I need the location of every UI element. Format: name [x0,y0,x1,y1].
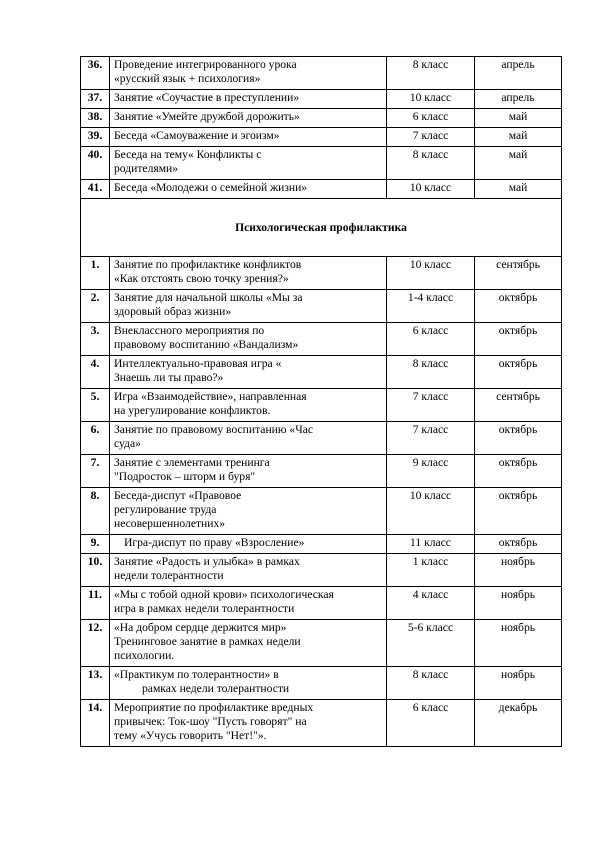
section-header-row-group [81,199,562,257]
row-number: 6. [81,422,110,455]
month-cell: май [475,147,562,180]
event-title-line: Беседа «Самоуважение и эгоизм» [114,129,280,142]
event-title [110,389,387,422]
grade-cell: 8 класс [387,147,475,180]
event-title-line: рамках недели толерантности [142,682,290,695]
grade-cell: 7 класс [387,389,475,422]
event-title-line: психологии. [114,649,175,662]
row-number: 36. [81,57,110,90]
grade-cell: 10 класс [387,90,475,109]
grade-cell: 7 класс [387,422,475,455]
month-cell: октябрь [475,535,562,554]
table-row [81,57,562,90]
row-number: 9. [81,535,110,554]
event-title-line: Занятие «Умейте дружбой дорожить» [114,110,300,123]
event-title [110,620,387,667]
grade-cell: 1 класс [387,554,475,587]
grade-cell: 1-4 класс [387,290,475,323]
event-title-line: Интеллектуально-правовая игра « [114,357,282,370]
table-row [81,90,562,109]
event-title-line: Занятие «Соучастие в преступлении» [114,91,300,104]
event-title-line: Занятие для начальной школы «Мы за [114,291,303,304]
event-title [110,535,387,554]
event-title-line: на урегулирование конфликтов. [114,404,271,417]
table-row [81,323,562,356]
event-title-line: регулирование труда [114,503,217,516]
event-title [110,109,387,128]
month-cell: ноябрь [475,620,562,667]
event-title [110,290,387,323]
event-title-line: «На добром сердце держится мир» [114,621,287,634]
row-number: 7. [81,455,110,488]
event-title-line: Проведение интегрированного урока [114,58,297,71]
event-title-line: правовому воспитанию «Вандализм» [114,338,299,351]
event-title [110,180,387,199]
row-number: 37. [81,90,110,109]
grade-cell: 11 класс [387,535,475,554]
event-title [110,57,387,90]
table-row [81,180,562,199]
event-title [110,422,387,455]
month-cell: декабрь [475,700,562,747]
table-row [81,455,562,488]
event-title [110,700,387,747]
event-title-line: суда» [114,437,141,450]
event-title-line: Беседа «Молодежи о семейной жизни» [114,181,308,194]
event-title [110,554,387,587]
grade-cell: 5-6 класс [387,620,475,667]
table-body-upper [81,57,562,199]
grade-cell: 9 класс [387,455,475,488]
event-title [110,488,387,535]
event-title-line: «Практикум по толерантности» в [114,668,279,681]
table-row [81,554,562,587]
month-cell: ноябрь [475,587,562,620]
grade-cell: 10 класс [387,257,475,290]
event-title-line: «Мы с тобой одной крови» психологическая [114,588,334,601]
event-title-line: родителями» [114,162,179,175]
row-number: 1. [81,257,110,290]
event-title [110,257,387,290]
table-row [81,587,562,620]
row-number: 13. [81,667,110,700]
table-row [81,128,562,147]
event-title-line: «Как отстоять свою точку зрения?» [114,272,289,285]
table-row [81,109,562,128]
grade-cell: 8 класс [387,667,475,700]
month-cell: апрель [475,57,562,90]
table-row [81,290,562,323]
row-number: 10. [81,554,110,587]
row-number: 4. [81,356,110,389]
month-cell: сентябрь [475,389,562,422]
month-cell: октябрь [475,356,562,389]
month-cell: ноябрь [475,667,562,700]
grade-cell: 4 класс [387,587,475,620]
grade-cell: 8 класс [387,57,475,90]
event-title [110,667,387,700]
grade-cell: 7 класс [387,128,475,147]
event-title-line: Занятие с элементами тренинга [114,456,270,469]
event-title [110,147,387,180]
event-title-line: Знаешь ли ты право?» [114,371,224,384]
event-title-line: Внеклассного мероприятия по [114,324,265,337]
table-row [81,667,562,700]
event-title [110,356,387,389]
grade-cell: 10 класс [387,180,475,199]
table-body-lower [81,257,562,747]
grade-cell: 6 класс [387,700,475,747]
grade-cell: 6 класс [387,323,475,356]
table-row [81,257,562,290]
month-cell: октябрь [475,422,562,455]
month-cell: октябрь [475,488,562,535]
row-number: 5. [81,389,110,422]
event-title-line: несовершеннолетних» [114,517,226,530]
event-title-line: "Подросток – шторм и буря" [114,470,256,483]
event-title-line: Игра-диспут по праву «Взросление» [124,536,305,549]
event-title-line: тему «Учусь говорить "Нет!"». [114,729,267,742]
event-title-line: «русский язык + психология» [114,72,261,85]
event-title-line: недели толерантности [114,569,224,582]
row-number: 39. [81,128,110,147]
event-title-line: Тренинговое занятие в рамках недели [114,635,301,648]
row-number: 40. [81,147,110,180]
table-row [81,535,562,554]
month-cell: октябрь [475,290,562,323]
plan-table [80,56,562,747]
event-title-line: Игра «Взаимодействие», направленная [114,390,307,403]
table-row [81,356,562,389]
month-cell: октябрь [475,323,562,356]
row-number: 2. [81,290,110,323]
event-title-line: Занятие по профилактике конфликтов [114,258,302,271]
event-title-line: Занятие по правовому воспитанию «Час [114,423,314,436]
event-title [110,90,387,109]
event-title [110,128,387,147]
month-cell: апрель [475,90,562,109]
event-title [110,455,387,488]
grade-cell: 10 класс [387,488,475,535]
table-row [81,147,562,180]
grade-cell: 8 класс [387,356,475,389]
event-title-line: Занятие «Радость и улыбка» в рамках [114,555,300,568]
event-title-line: здоровый образ жизни» [114,305,232,318]
event-title [110,587,387,620]
row-number: 41. [81,180,110,199]
table-row [81,700,562,747]
grade-cell: 6 класс [387,109,475,128]
event-title-line: игра в рамках недели толерантности [114,602,295,615]
row-number: 14. [81,700,110,747]
event-title-line: Беседа на тему« Конфликты с [114,148,262,161]
row-number: 12. [81,620,110,667]
table-row [81,389,562,422]
section-header-row [81,199,562,257]
row-number: 8. [81,488,110,535]
event-title-line: Мероприятие по профилактике вредных [114,701,314,714]
event-title-line: привычек: Ток-шоу "Пусть говорят" на [114,715,307,728]
row-number: 3. [81,323,110,356]
section-title: Психологическая профилактика [81,199,562,257]
month-cell: сентябрь [475,257,562,290]
event-title-line: Беседа-диспут «Правовое [114,489,242,502]
table-row [81,488,562,535]
event-title [110,323,387,356]
month-cell: октябрь [475,455,562,488]
table-row [81,422,562,455]
month-cell: май [475,109,562,128]
month-cell: май [475,128,562,147]
month-cell: ноябрь [475,554,562,587]
month-cell: май [475,180,562,199]
row-number: 38. [81,109,110,128]
row-number: 11. [81,587,110,620]
table-row [81,620,562,667]
